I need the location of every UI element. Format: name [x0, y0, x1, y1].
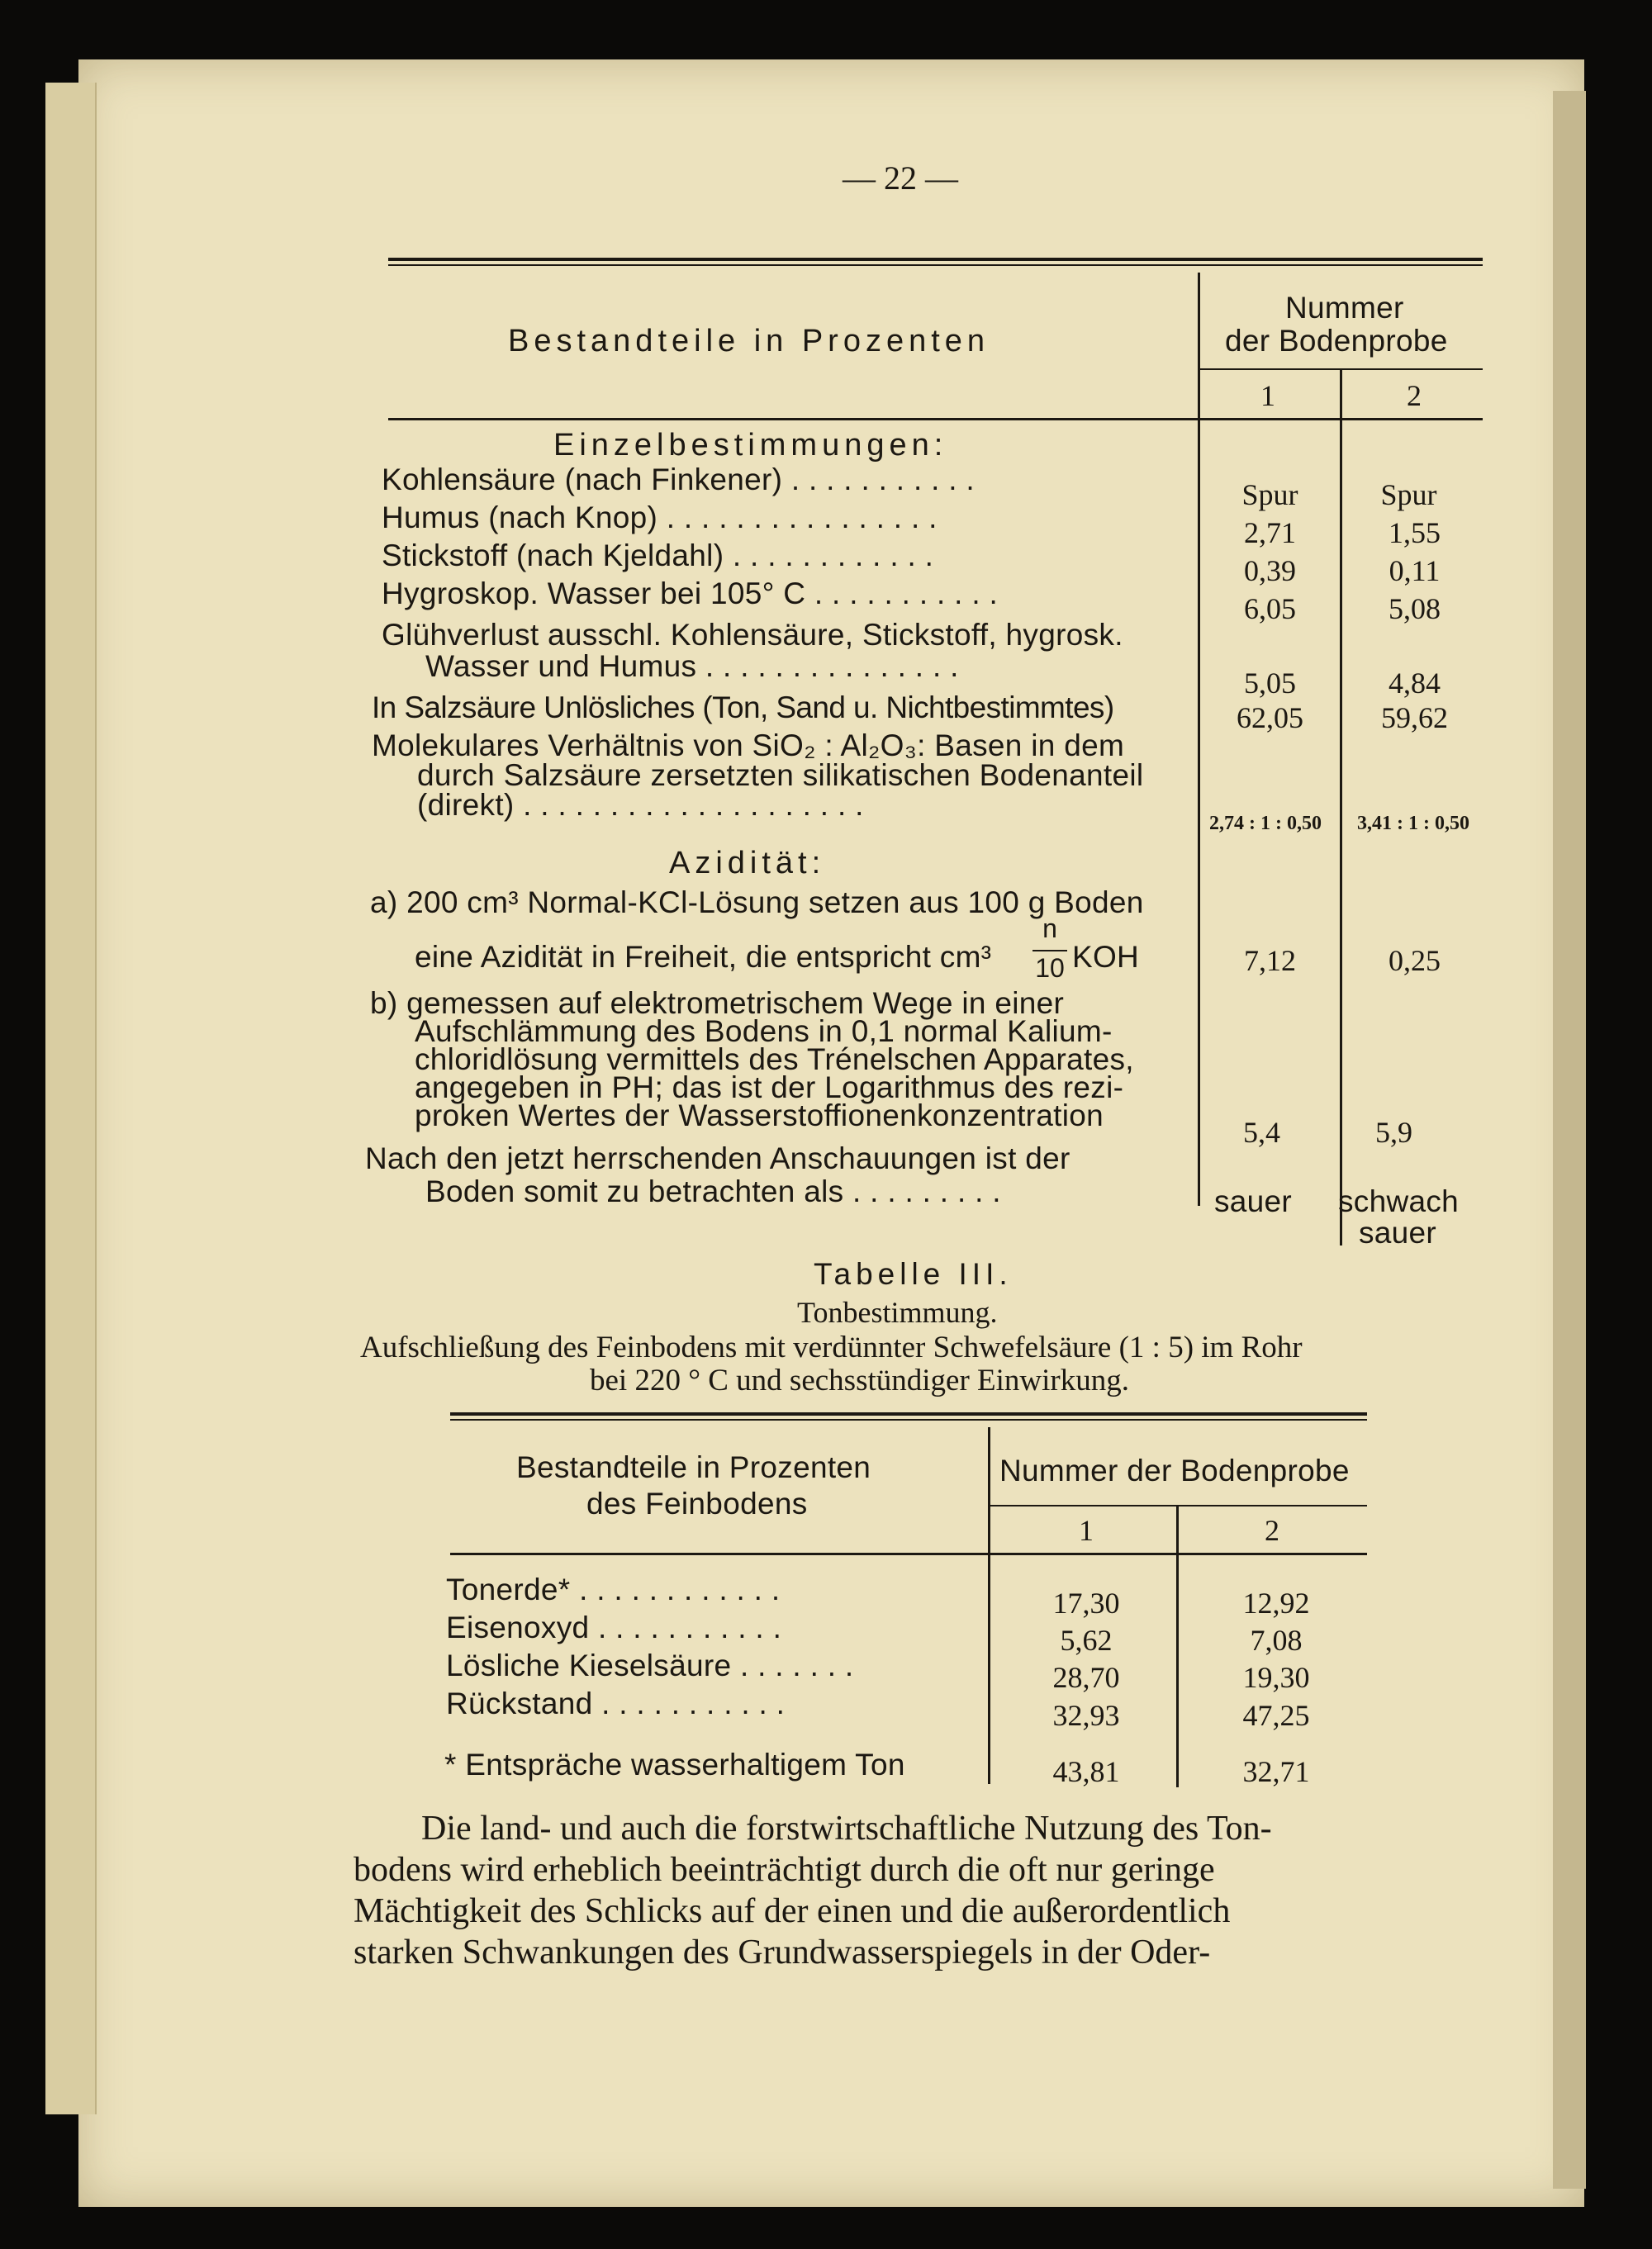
table3-title: Tabelle III. [814, 1257, 1013, 1291]
table3-top-rule-thin [450, 1419, 1367, 1421]
molekular-value-2: 3,41 : 1 : 0,50 [1357, 813, 1469, 834]
table1-vline-left [1198, 273, 1200, 1206]
nach-value-1: sauer [1214, 1184, 1293, 1218]
gluhverlust-line1: Glühverlust ausschl. Kohlensäure, Stickstoff, hygrosk. [382, 618, 1123, 652]
fraction-numerator: n [1042, 913, 1057, 943]
nach-value-2-line2: sauer [1359, 1216, 1437, 1250]
table3-row-label: Tonerde* . . . . . . . . . . . . [446, 1573, 781, 1606]
table3-header-left-line1: Bestandteile in Prozenten [516, 1450, 871, 1484]
row-label: Humus (nach Knop) . . . . . . . . . . . . . . . . [382, 501, 938, 534]
row-value-1: 6,05 [1244, 592, 1296, 625]
paragraph-line: bodens wird erheblich beeinträchtigt durch die oft nur geringe [354, 1851, 1215, 1889]
table1-vline-mid [1340, 370, 1342, 1245]
b-value-1: 5,4 [1243, 1116, 1280, 1149]
table3-footnote-value-2: 32,71 [1242, 1755, 1310, 1788]
row-value-2: Spur [1380, 478, 1437, 511]
salzsaeure-label: In Salzsäure Unlösliches (Ton, Sand u. Nichtbestimmtes) [372, 690, 1114, 724]
table3-row-value-2: 7,08 [1250, 1624, 1303, 1657]
table3-row-value-1: 17,30 [1052, 1587, 1120, 1620]
b-line: angegeben in PH; das ist der Logarithmus des rezi- [415, 1070, 1124, 1104]
b-line: chloridlösung vermittels des Trénelschen Apparates, [415, 1042, 1134, 1076]
row-value-1: Spur [1241, 478, 1298, 511]
table3-col1-header: 1 [1079, 1514, 1094, 1547]
table3-row-label: Eisenoxyd . . . . . . . . . . . [446, 1611, 782, 1644]
table3-description-line1: Aufschließung des Feinbodens mit verdünnter Schwefelsäure (1 : 5) im Rohr [360, 1331, 1303, 1364]
row-value-1: 2,71 [1244, 516, 1296, 549]
table3-header-left-line2: des Feinbodens [586, 1487, 808, 1521]
a-value-1: 7,12 [1244, 944, 1296, 977]
gluhverlust-value-1: 5,05 [1244, 667, 1296, 700]
table3-row-value-1: 5,62 [1060, 1624, 1113, 1657]
row-value-1: 0,39 [1244, 554, 1296, 587]
gluhverlust-value-2: 4,84 [1389, 667, 1441, 700]
page-stack-edge [45, 83, 97, 2114]
molekular-line3: (direkt) . . . . . . . . . . . . . . . . . . . . [417, 788, 864, 822]
table3-header-bottom-rule [450, 1553, 1367, 1555]
row-label: Stickstoff (nach Kjeldahl) . . . . . . . . . . . . [382, 539, 934, 572]
section-aziditaet: Azidität: [669, 846, 826, 880]
table3-header-right: Nummer der Bodenprobe [999, 1454, 1350, 1487]
table3-row-label: Rückstand . . . . . . . . . . . [446, 1687, 786, 1720]
table3-col2-header: 2 [1265, 1514, 1279, 1547]
row-value-2: 1,55 [1389, 516, 1441, 549]
table1-header-left: Bestandteile in Prozenten [508, 324, 990, 358]
nach-line2: Boden somit zu betrachten als . . . . . . . . . [425, 1174, 1001, 1208]
koh-label: KOH [1072, 940, 1140, 974]
b-line: proken Wertes der Wasserstoffionenkonzentration [415, 1098, 1104, 1132]
nach-line1: Nach den jetzt herrschenden Anschauungen ist der [365, 1141, 1070, 1175]
a-value-2: 0,25 [1389, 944, 1441, 977]
molekular-value-1: 2,74 : 1 : 0,50 [1209, 813, 1322, 834]
a-line2: eine Azidität in Freiheit, die entspricht cm³ [415, 940, 992, 974]
b-line: Aufschlämmung des Bodens in 0,1 normal Kalium- [415, 1014, 1113, 1048]
paragraph-line: Die land- und auch die forstwirtschaftliche Nutzung des Ton- [421, 1810, 1272, 1848]
table3-top-rule [450, 1412, 1367, 1416]
table3-vline-left [988, 1427, 990, 1784]
salzsaeure-value-1: 62,05 [1237, 701, 1303, 734]
table3-footnote: * Entspräche wasserhaltigem Ton [444, 1748, 905, 1782]
table1-top-rule-thin [388, 264, 1483, 266]
table3-row-value-1: 32,93 [1052, 1699, 1120, 1732]
section-einzelbestimmungen: Einzelbestimmungen: [553, 428, 948, 463]
row-label: Hygroskop. Wasser bei 105° C . . . . . . . . . . . [382, 576, 999, 610]
table3-description-line2: bei 220 ° C und sechsstündiger Einwirkung. [590, 1364, 1129, 1397]
gluhverlust-line2: Wasser und Humus . . . . . . . . . . . . . . . [425, 649, 959, 683]
table3-row-value-2: 47,25 [1242, 1699, 1310, 1732]
table1-col2-header: 2 [1407, 379, 1422, 412]
table3-row-value-2: 12,92 [1242, 1587, 1310, 1620]
molekular-line2: durch Salzsäure zersetzten silikatischen Bodenanteil [417, 758, 1144, 792]
paragraph-line: starken Schwankungen des Grundwasserspiegels in der Oder- [354, 1933, 1211, 1971]
table3-row-label: Lösliche Kieselsäure . . . . . . . [446, 1649, 854, 1682]
molekular-line1: Molekulares Verhältnis von SiO₂ : Al₂O₃: Basen in dem [372, 728, 1125, 762]
paragraph-line: Mächtigkeit des Schlicks auf der einen und die außerordentlich [354, 1892, 1231, 1930]
table3-row-value-1: 28,70 [1052, 1661, 1120, 1694]
b-value-2: 5,9 [1375, 1116, 1412, 1149]
b-line: b) gemessen auf elektrometrischem Wege in einer [370, 986, 1065, 1020]
table1-top-rule [388, 258, 1483, 261]
table3-footnote-value-1: 43,81 [1052, 1755, 1120, 1788]
row-value-2: 0,11 [1389, 554, 1441, 587]
table1-header-bodenprobe: der Bodenprobe [1225, 324, 1448, 358]
fraction-denominator: 10 [1035, 953, 1065, 983]
salzsaeure-value-2: 59,62 [1381, 701, 1448, 734]
table1-header-nummer: Nummer [1285, 291, 1404, 325]
row-label: Kohlensäure (nach Finkener) . . . . . . . . . . . [382, 463, 976, 496]
row-value-2: 5,08 [1389, 592, 1441, 625]
nach-value-2-line1: schwach [1338, 1184, 1460, 1218]
table3-row-value-2: 19,30 [1242, 1661, 1310, 1694]
page-number: — 22 — [843, 159, 958, 197]
facing-page-edge [1553, 91, 1586, 2189]
a-line1: a) 200 cm³ Normal-KCl-Lösung setzen aus 100 g Boden [370, 885, 1144, 919]
fraction-bar [1032, 950, 1067, 951]
table3-vline-mid [1176, 1506, 1179, 1787]
table3-subtitle: Tonbestimmung. [797, 1296, 998, 1329]
table1-col1-header: 1 [1260, 379, 1275, 412]
table1-header-bottom-rule [388, 418, 1483, 420]
